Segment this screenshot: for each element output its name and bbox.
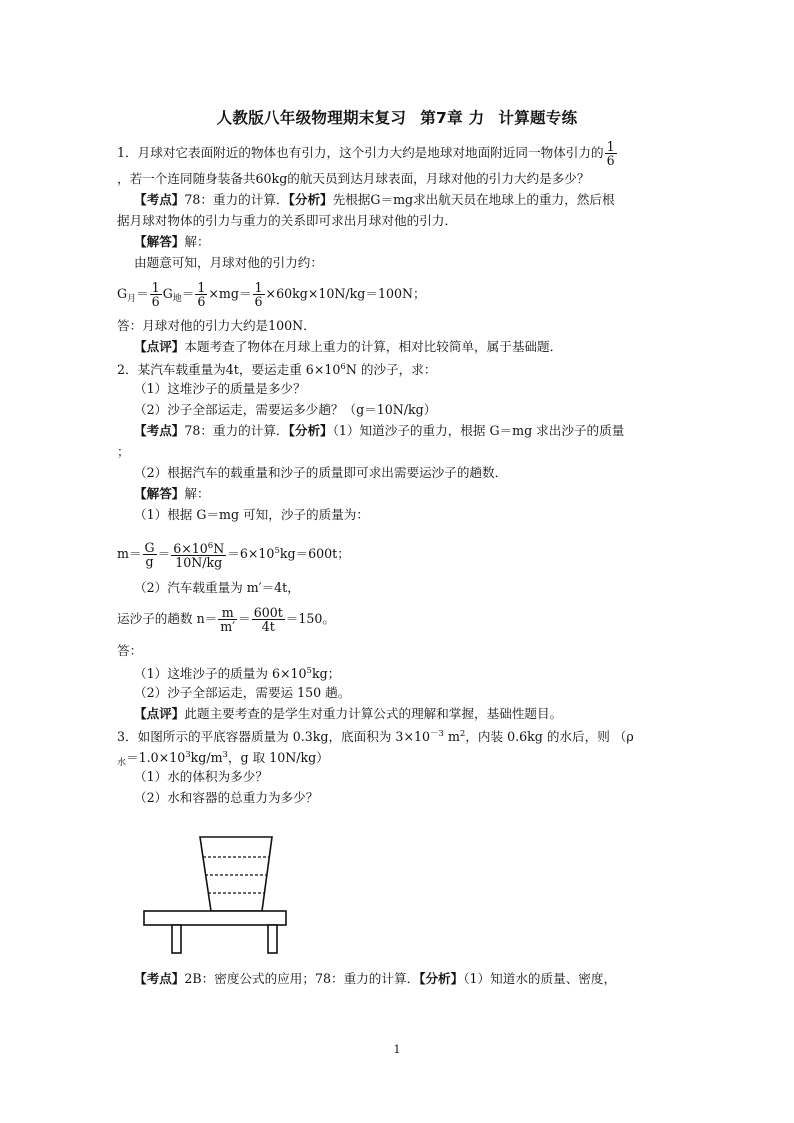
frac-num: 1 [151, 280, 160, 295]
dianping-text: 本题考查了物体在月球上重力的计算，相对比较简单，属于基础题． [184, 339, 563, 354]
q3-text-a: 3．如图所示的平底容器质量为 0.3kg，底面积为 3×10 [117, 729, 431, 744]
frac-num: G [144, 540, 155, 555]
fenxi-text: 先根据G＝mg求出航天员在地球上的重力，然后根 [332, 192, 615, 207]
table-top [144, 911, 286, 925]
q2-analysis-line3: （2）根据汽车的载重量和沙子的质量即可求出需要运沙子的趟数． [134, 465, 508, 480]
jieda-text: 解： [184, 486, 210, 501]
page-number: 1 [393, 1043, 401, 1056]
q2-answer-2: （2）沙子全部运走，需要运 150 趟。 [134, 685, 351, 700]
ans-a: （1）这堆沙子的质量为 6×10 [134, 666, 307, 681]
q1-analysis-line1 [117, 189, 677, 210]
eq-mg: ×mg＝ [208, 286, 252, 301]
q1-comment [117, 336, 677, 357]
q2-trips-equation: 运沙子的趟数 n＝ $\frac{m}{m'}$ ＝ $\frac{600t}{4t}$ ＝150。 [117, 605, 336, 634]
frac-den: 10N/kg [175, 555, 223, 570]
fenxi-tag: 【分析】 [288, 423, 333, 438]
q1-text: 1．月球对它表面附近的物体也有引力，这个引力大约是地球对地面附近同一物体引力的 [117, 145, 604, 160]
kaodian-tag: 【考点】 [134, 192, 185, 207]
q2-step1: （1）根据 G＝mg 可知，沙子的质量为： [134, 507, 369, 522]
q2-step2: （2）汽车载重量为 m′＝4t， [134, 580, 300, 595]
q3-text-b: m [443, 729, 460, 744]
jieda-text: 解： [184, 234, 210, 249]
q2-mass-equation: m＝ $\frac{G}{g}$ ＝ $\frac{6\times 10^6N}{10N/kg}$ $=6\times 10^5kg=600t$； [117, 540, 350, 570]
q1-analysis-line2: 据月球对物体的引力与重力的关系即可求出月球对他的引力． [117, 213, 458, 228]
q2-analysis-line1 [117, 420, 677, 441]
sup: －3 [430, 729, 444, 739]
q1-answer: 答：月球对他的引力大约是100N． [117, 318, 316, 333]
sup: 2 [459, 729, 466, 739]
q2-comment [117, 703, 677, 724]
eq-sub-moon: 月 [127, 294, 137, 304]
eq-sign: ＝ [136, 286, 149, 301]
num-a: 6×10 [173, 541, 208, 556]
sup: 6 [207, 541, 214, 551]
q2-answer-1 [117, 661, 677, 682]
frac-den: 4t [261, 619, 275, 634]
page-title [0, 106, 794, 128]
kaodian-text: 78：重力的计算． [184, 423, 289, 438]
q1-equation [117, 273, 677, 315]
frac-num: 1 [197, 280, 206, 295]
q2-sub1: （1）这堆沙子的质量是多少？ [134, 381, 306, 396]
q3-analysis [117, 968, 677, 989]
num-b: N [213, 541, 225, 556]
eq-sign: ＝ [181, 286, 195, 301]
sup: 5 [306, 666, 312, 676]
q1-stem-line2: ，若一个连同随身装备共60kg的航天员到达月球表面，月球对他的引力大约是多少？ [117, 171, 590, 186]
q3-text-c: ，内装 0.6kg 的水后，则 （ρ [465, 729, 634, 744]
sup: 3 [222, 750, 228, 760]
q1-step1: 由题意可知，月球对他的引力约： [134, 255, 323, 270]
figure-svg [140, 833, 290, 959]
sup: 6 [340, 362, 346, 372]
q3-text-e: kg/m [190, 750, 223, 765]
q2-text: 2．某汽车载重量为4t，要运走重 6×10 [117, 362, 341, 377]
eq-tail-a: ＝6×10 [227, 546, 275, 561]
eq-frac-t [252, 606, 285, 633]
q3-sub1: （1）水的体积为多少？ [134, 769, 268, 784]
kaodian-text: 78：重力的计算． [184, 192, 289, 207]
q3-sub2: （2）水和容器的总重力为多少？ [134, 790, 319, 805]
eq-frac-3 [253, 281, 265, 308]
frac-den: 6 [197, 294, 206, 309]
table-leg-left [172, 925, 181, 953]
dianping-text: 此题主要考查的是学生对重力计算公式的理解和掌握，基础性题目。 [184, 706, 563, 721]
q2-stem [117, 357, 677, 378]
q3-text-d: ＝1.0×10 [126, 750, 186, 765]
dianping-tag: 【点评】 [134, 706, 185, 721]
fenxi-text: （1）知道水的质量、密度， [463, 971, 617, 986]
frac-num: m [218, 606, 237, 620]
q3-analysis-line1 [117, 968, 677, 989]
eq-frac-g [143, 541, 157, 568]
q1-solution-head [117, 231, 677, 252]
eq-m: m＝ [117, 546, 142, 561]
q1-fraction [605, 140, 617, 167]
sub: 水 [117, 758, 127, 768]
eq-tail: ×60kg×10N/kg＝100N； [265, 286, 426, 301]
q2-analysis-line2: ； [117, 444, 130, 459]
frac-den: m′ [220, 619, 236, 634]
q2-answer-head: 答： [117, 643, 143, 658]
fenxi-tag: 【分析】 [288, 192, 333, 207]
eq-sub-earth: 地 [172, 294, 182, 304]
fenxi-tag: 【分析】 [419, 971, 464, 986]
title-chapter: 第7章 力 [420, 109, 485, 127]
container-outline [200, 837, 272, 911]
frac-num: 1 [606, 139, 615, 154]
eq-frac-1 [150, 281, 162, 308]
frac-num [171, 540, 226, 556]
jieda-tag: 【解答】 [134, 234, 185, 249]
kaodian-tag: 【考点】 [134, 971, 185, 986]
eq-frac-2 [195, 281, 207, 308]
frac-num: 600t [253, 605, 283, 620]
container-on-table-figure [140, 833, 290, 963]
dianping-tag: 【点评】 [134, 339, 185, 354]
q2-sub2: （2）沙子全部运走，需要运多少趟？（g＝10N/kg） [134, 402, 437, 417]
fenxi-text: （1）知道沙子的重力，根据 G＝mg 求出沙子的质量 [332, 423, 625, 438]
q2-solution-head [117, 483, 677, 504]
eq-tail-b: kg＝600t； [279, 546, 350, 561]
frac-den: 6 [151, 294, 160, 309]
frac-num: 1 [254, 280, 263, 295]
eq-frac-m [218, 606, 237, 633]
q1-stem-line1 [117, 138, 677, 168]
title-main: 人教版八年级物理期末复习 [216, 109, 407, 127]
frac-den: 6 [606, 153, 615, 168]
content [117, 138, 677, 808]
eq-g-earth: G [162, 286, 173, 301]
q3-text-f: ，g 取 10N/kg） [227, 750, 329, 765]
sup: 5 [274, 546, 280, 556]
eq-tail: ＝150。 [285, 611, 336, 626]
eq-g: G [117, 286, 128, 301]
ans-b: kg； [311, 666, 341, 681]
sup: 3 [185, 750, 191, 760]
frac-den: 6 [254, 294, 263, 309]
eq-n: 运沙子的趟数 n＝ [117, 611, 218, 626]
title-topic: 计算题专练 [498, 109, 578, 127]
table-leg-right [268, 925, 277, 953]
kaodian-text: 2B：密度公式的应用；78：重力的计算． [184, 971, 420, 986]
q2-text-b: N 的沙子，求： [345, 362, 437, 377]
eq-frac-values [171, 540, 226, 569]
q3-stem-line2 [117, 745, 677, 766]
frac-den: g [145, 554, 154, 569]
jieda-tag: 【解答】 [134, 486, 185, 501]
q3-stem-line1 [117, 724, 677, 745]
kaodian-tag: 【考点】 [134, 423, 185, 438]
